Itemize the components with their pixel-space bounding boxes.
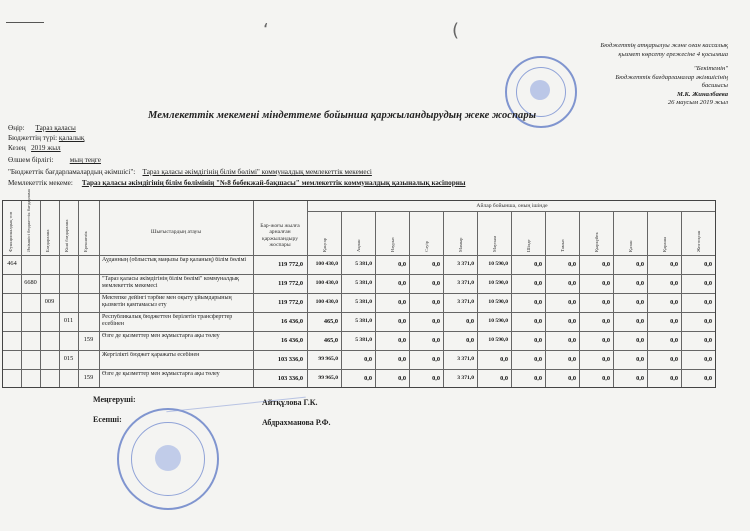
month-header-1: Ақпан: [356, 239, 361, 252]
month-value: 0,0: [534, 356, 542, 363]
head-name: Айтқұлова Г.К.: [262, 398, 318, 407]
month-value: 0,0: [568, 318, 576, 325]
month-value: 0,0: [568, 280, 576, 287]
page-mark-right: (: [452, 20, 460, 41]
expense-name: Республикалық бюджеттен берілетін трансферттер есебінен: [102, 314, 233, 327]
month-header-10: Қараша: [662, 236, 667, 252]
month-value: 0,0: [398, 261, 406, 268]
header-rule: [3, 255, 715, 256]
month-value: 0,0: [636, 318, 644, 325]
expense-name: Жергілікті бюджет қаражаты есебінен: [102, 352, 200, 358]
month-value: 0,0: [432, 375, 440, 382]
month-value: 0,0: [670, 318, 678, 325]
approval-block: [538, 42, 728, 108]
month-value: 99 965,0: [318, 375, 338, 381]
month-value: 0,0: [704, 375, 712, 382]
month-value: 0,0: [432, 356, 440, 363]
month-value: 0,0: [398, 280, 406, 287]
month-value: 5 381,0: [355, 261, 372, 267]
month-header-9: Қазан: [628, 240, 633, 252]
month-value: 10 590,0: [488, 318, 508, 324]
code-header-3: Кіші бағдарлама: [64, 219, 69, 252]
month-value: 0,0: [670, 261, 678, 268]
month-value: 0,0: [602, 261, 610, 268]
unit-value: мың теңге: [69, 156, 101, 164]
meta-unit: [8, 156, 101, 164]
official-stamp: [117, 408, 219, 510]
month-value: 0,0: [602, 375, 610, 382]
code-c5: 159: [83, 336, 94, 343]
month-value: 0,0: [670, 280, 678, 287]
approval-signer: М.К. Жиналбаева: [676, 90, 728, 98]
month-value: 0,0: [534, 261, 542, 268]
total-header: Бар-жоғы жылға арналған қаржыландыру жоспары: [260, 223, 300, 249]
row-total: 16 436,0: [280, 318, 303, 325]
month-value: 100 430,0: [315, 261, 338, 267]
row-total: 119 772,0: [278, 261, 303, 268]
month-header-6: Шілде: [526, 239, 531, 252]
month-value: 0,0: [534, 318, 542, 325]
month-value: 0,0: [534, 337, 542, 344]
month-value: 0,0: [432, 318, 440, 325]
month-value: 5 381,0: [355, 318, 372, 324]
month-value: 0,0: [636, 261, 644, 268]
code-header-2: Бағдарлама: [45, 229, 50, 252]
month-header-7: Тамыз: [560, 239, 565, 252]
month-value: 0,0: [398, 375, 406, 382]
month-value: 3 371,0: [457, 280, 474, 286]
code-c1: 464: [7, 260, 17, 267]
month-value: 0,0: [568, 337, 576, 344]
month-value: 0,0: [636, 356, 644, 363]
code-header-1: Әкімшісі бюджеттік бағдарлама: [26, 189, 31, 252]
inst-value: Тараз қаласы әкімдігінің білім бөлімінің "№8 бөбекжай-бақшасы" мемлекеттік коммуналдық қазыналық кәсіпорны: [81, 179, 466, 187]
row-total: 103 336,0: [277, 375, 303, 382]
month-value: 0,0: [568, 356, 576, 363]
month-value: 0,0: [466, 318, 474, 325]
month-value: 3 371,0: [457, 299, 474, 305]
meta-period: [8, 144, 61, 152]
admin-label: "Бюджеттік бағдарламалардың әкімшісі":: [8, 168, 136, 176]
expense-name: Ауданның (облыстық маңызы бар қаланың) білім бөлімі: [102, 257, 247, 263]
code-c2: 6680: [24, 279, 37, 286]
month-header-11: Желтоқсан: [696, 230, 701, 252]
code-col-divider: [78, 201, 79, 387]
month-value: 465,0: [323, 337, 338, 344]
document-title: Мемлекеттік мекемені міндеттеме бойынша қаржыландырудың жеке жоспары: [148, 110, 537, 121]
code-col-divider: [21, 201, 22, 387]
region-value: Тараз қаласы: [35, 124, 76, 132]
month-value: 3 371,0: [457, 356, 474, 362]
month-value: 100 430,0: [315, 299, 338, 305]
meta-region: [8, 124, 76, 132]
budget-value: қалалық: [58, 134, 85, 142]
month-value: 100 430,0: [315, 280, 338, 286]
code-col-divider: [40, 201, 41, 387]
month-value: 0,0: [602, 318, 610, 325]
month-header-5: Маусым: [492, 235, 497, 252]
month-value: 0,0: [636, 375, 644, 382]
accountant-name: Абдрахманова Р.Ф.: [262, 418, 331, 427]
month-value: 0,0: [670, 375, 678, 382]
month-value: 0,0: [398, 356, 406, 363]
month-value: 0,0: [500, 375, 508, 382]
name-header: Шығыстардың атауы: [150, 229, 202, 235]
month-value: 0,0: [704, 299, 712, 306]
page-mark-left: ‘: [263, 20, 269, 41]
row-total: 119 772,0: [278, 299, 303, 306]
months-header-rule: [307, 211, 715, 212]
approval-date: 26 маусым 2019 жыл: [667, 99, 728, 106]
financing-table: [2, 189, 716, 388]
row-rule: [3, 312, 715, 313]
unit-label: Өлшем бірлігі:: [8, 156, 54, 164]
row-rule: [3, 331, 715, 332]
code-c4: 011: [63, 317, 74, 324]
months-header: Айлар бойынша, оның ішінде: [476, 203, 548, 209]
month-value: 10 590,0: [488, 299, 508, 305]
meta-budget: [8, 134, 84, 142]
month-value: 0,0: [534, 299, 542, 306]
month-value: 0,0: [704, 337, 712, 344]
code-c4: 015: [63, 355, 74, 362]
month-value: 3 371,0: [457, 375, 474, 381]
code-header-0: Функционалдық топ: [8, 211, 13, 252]
month-value: 99 965,0: [318, 356, 338, 362]
expense-name: Өзге де қызметтер мен жұмыстарға ақы төлеу: [102, 333, 220, 339]
month-value: 465,0: [323, 318, 338, 325]
month-header-4: Мамыр: [458, 237, 463, 252]
code-col-divider: [99, 201, 100, 387]
month-value: 10 590,0: [488, 280, 508, 286]
month-header-8: Қыркүйек: [594, 232, 599, 252]
admin-value: Тараз қаласы әкімдігінің білім бөлімі" коммуналдық мемлекеттік мекемесі: [142, 168, 372, 176]
month-value: 0,0: [568, 375, 576, 382]
row-rule: [3, 350, 715, 351]
month-value: 10 590,0: [488, 337, 508, 343]
month-value: 0,0: [602, 299, 610, 306]
head-label: Меңгеруші:: [93, 395, 136, 404]
month-header-0: Қаңтар: [322, 238, 327, 252]
month-value: 5 381,0: [355, 337, 372, 343]
month-value: 0,0: [432, 299, 440, 306]
expense-name: Мектепке дейінгі тәрбие мен оқыту ұйымдарының қызметін қамтамасыз ету: [102, 295, 232, 308]
approval-org3: басшысы: [701, 82, 728, 89]
month-value: 0,0: [602, 337, 610, 344]
row-total: 16 436,0: [280, 337, 303, 344]
code-header-4: Ерекшелік: [83, 231, 88, 252]
month-value: 0,0: [704, 318, 712, 325]
month-value: 0,0: [670, 337, 678, 344]
month-value: 0,0: [398, 299, 406, 306]
month-value: 0,0: [364, 356, 372, 363]
region-label: Өңір:: [8, 124, 25, 132]
period-label: Кезең: [8, 144, 26, 152]
month-value: 0,0: [602, 280, 610, 287]
month-value: 0,0: [364, 375, 372, 382]
period-value: 2019 жыл: [31, 144, 61, 152]
top-rule: [6, 22, 44, 23]
month-value: 0,0: [636, 299, 644, 306]
month-header-2: Наурыз: [390, 237, 395, 252]
month-value: 0,0: [534, 375, 542, 382]
month-value: 0,0: [670, 356, 678, 363]
meta-institution: [8, 179, 465, 187]
approval-org: "Бекітемін": [693, 65, 728, 72]
month-value: 0,0: [432, 280, 440, 287]
month-value: 0,0: [670, 299, 678, 306]
approval-line-1: Бюджеттің атқарылуы және оған кассалық: [600, 42, 728, 49]
month-value: 0,0: [602, 356, 610, 363]
row-rule: [3, 274, 715, 275]
row-total: 103 336,0: [277, 356, 303, 363]
approval-line-2: қызмет көрсету ережесіне 4 қосымша: [618, 50, 728, 58]
month-value: 0,0: [500, 356, 508, 363]
month-value: 0,0: [636, 280, 644, 287]
accountant-label: Есепші:: [93, 415, 122, 424]
month-value: 0,0: [704, 356, 712, 363]
inst-label: Мемлекеттік мекеме:: [8, 179, 73, 187]
month-header-3: Сәуір: [424, 241, 429, 252]
expense-name: Өзге де қызметтер мен жұмыстарға ақы төлеу: [102, 371, 220, 377]
month-value: 0,0: [704, 280, 712, 287]
meta-admin: [8, 168, 372, 176]
month-value: 0,0: [432, 261, 440, 268]
budget-label: Бюджеттің түрі:: [8, 134, 58, 142]
approval-org2: Бюджеттік бағдарламалар әкімшісінің: [615, 73, 728, 81]
month-value: 5 381,0: [355, 299, 372, 305]
code-c5: 159: [83, 374, 94, 381]
month-value: 0,0: [398, 337, 406, 344]
month-value: 0,0: [432, 337, 440, 344]
month-value: 0,0: [704, 261, 712, 268]
code-c3: 009: [44, 298, 55, 305]
month-value: 0,0: [636, 337, 644, 344]
month-value: 0,0: [398, 318, 406, 325]
month-value: 5 381,0: [355, 280, 372, 286]
month-value: 0,0: [568, 261, 576, 268]
row-total: 119 772,0: [278, 280, 303, 287]
row-rule: [3, 369, 715, 370]
month-value: 0,0: [568, 299, 576, 306]
month-value: 0,0: [466, 337, 474, 344]
row-rule: [3, 293, 715, 294]
expense-name: "Тараз қаласы әкімдігінің білім бөлімі" коммуналдық мемлекеттік мекемесі: [102, 276, 239, 289]
month-value: 0,0: [534, 280, 542, 287]
month-value: 3 371,0: [457, 261, 474, 267]
month-value: 10 590,0: [488, 261, 508, 267]
